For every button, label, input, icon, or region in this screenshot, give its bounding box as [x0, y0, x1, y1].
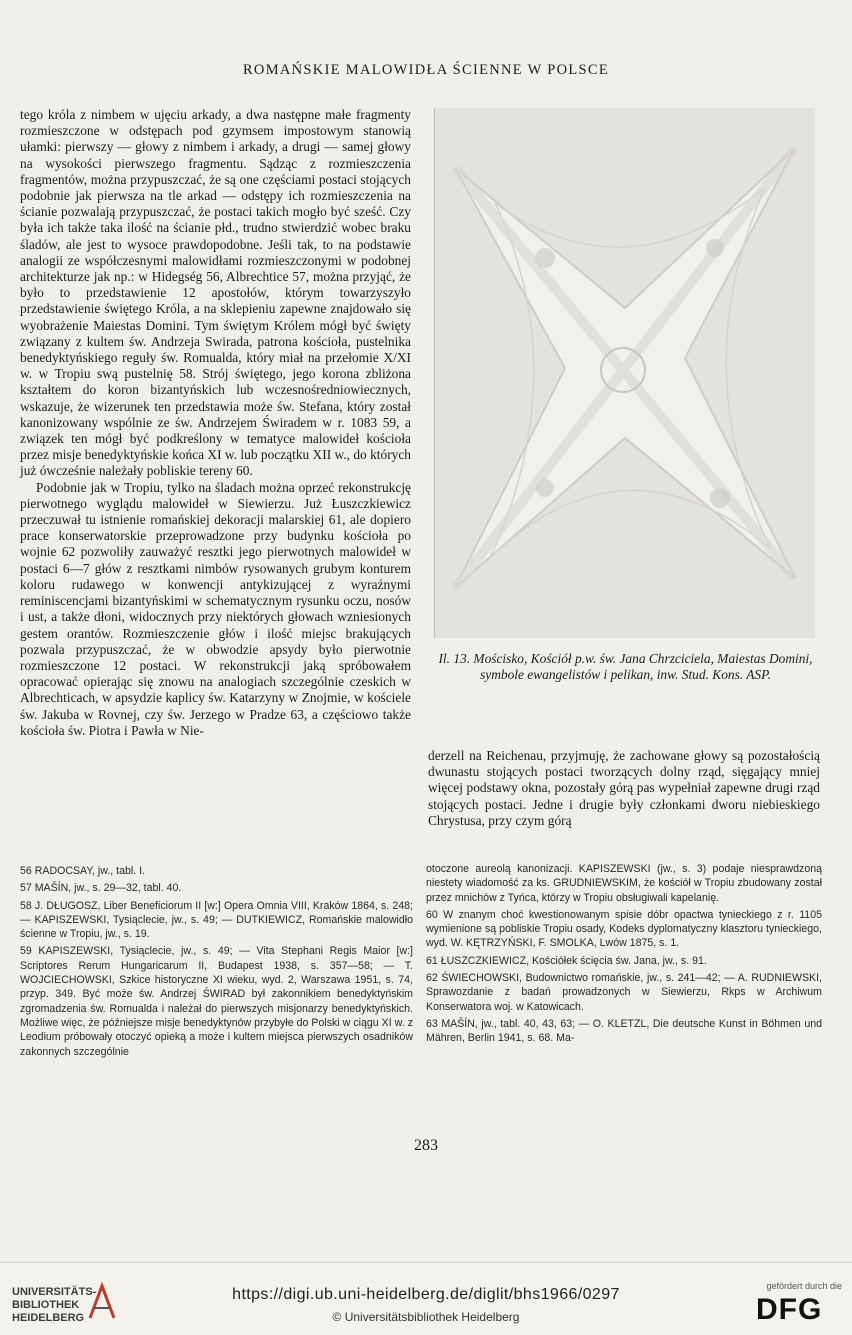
- funding-note: gefördert durch die: [766, 1281, 842, 1291]
- dfg-logo[interactable]: DFG: [756, 1293, 823, 1326]
- figure-caption: Il. 13. Mościsko, Kościół p.w. św. Jana Chrzciciela, Maiestas Domini, symbole ewangelistów i pelikan, inw. Stud. Kons. ASP.: [438, 651, 813, 682]
- figure-image-maiestas-domini: [434, 108, 815, 638]
- vault-painting-illustration: [435, 108, 815, 638]
- library-logo-line: HEIDELBERG: [12, 1312, 85, 1324]
- library-logo-line: UNIVERSITÄTS-: [12, 1286, 97, 1298]
- footnote: 61 ŁUSZCZKIEWICZ, Kościółek ścięcia św. Jana, jw., s. 91.: [426, 954, 707, 967]
- footnote: 57 MAŠÍN, jw., s. 29—32, tabl. 40.: [20, 882, 182, 895]
- running-title: ROMAŃSKIE MALOWIDŁA ŚCIENNE W POLSCE: [242, 62, 610, 78]
- footnotes-right: [426, 862, 822, 1049]
- page-number: 283: [414, 1137, 438, 1154]
- body-paragraph: derzell na Reichenau, przyjmuję, że zachowane głowy są pozostałością dwunastu stojących postaci tworzących dolny rząd, sięgający mniej więcej podstawy okna, pozostały górą pas wypełniał zapewne drugi rząd stojących postaci. Jedne i drugie były członkami dworu niebieskiego Chrystusa, przy czym górą: [428, 748, 820, 828]
- footnotes-left: [20, 864, 413, 1062]
- body-paragraph: Podobnie jak w Tropiu, tylko na śladach można oprzeć rekonstrukcję pierwotnego wyglądu malowideł w Siewierzu. Już Łuszczkiewicz przeczuwał tu istnienie romańskiej dekoracji malarskiej 61, ale dopiero prace konserwatorskie przeprowadzone przy budynku kościoła po wojnie 62 pozwoliły zauważyć resztki jego pierwotnych malowideł w postaci 6—7 głów z resztkami nimbów rysowanych grubym konturem koloru rudawego w konwencji antykizującej z wyraźnymi reminiscencjami bizantyńskimi w schematycznym rysunku oczu, nosów i ust, a także dłoni, widocznych przy niektórych głowach wzniesionych gestem orantów. Rozmieszczenie głów i ilość miejsc brakujących pozwala przypuszczać, że w obwodzie apsydy było pierwotnie rozmieszczone 12 postaci. W rekonstrukcji jaką spróbowałem opracować opierając się znowu na analogiach szczególnie czeskich w Albrechticach, w apsydzie kaplicy św. Katarzyny w Znojmie, w kościele św. Jakuba w Rovnej, czy św. Jerzego w Pradze 63, a częściowo także kościoła św. Piotra i Pawła w Nie-: [20, 479, 411, 738]
- footnote: 59 KAPISZEWSKI, Tysiąclecie, jw., s. 49; — Vita Stephani Regis Maior [w:] Scriptores Rerum Hungaricarum II, Budapest 1938, s. 357—58; — T. WOJCIECHOWSKI, Szkice historyczne XI wieku, wyd. 2, Warszawa 1951, s. 74, przyp. 349. Być może św. Andrzej ŚWIRAD był zakonnikiem benedyktyńskim zgromadzenia św. Romualda i należał do pierwszych misjonarzy benedyktyńskich. Możliwe więc, że późniejsze misje benedyktynów przybyłe do Polski w ciągu XI w. z Leodium próbowały otoczyć opieką a może i kultem miejsca pierwszych osadników zakonnych szczególnie: [20, 945, 413, 1058]
- body-column-right: [428, 748, 820, 829]
- footnote: 60 W znanym choć kwestionowanym spisie dóbr opactwa tynieckiego z r. 1105 wymienione są pobliskie Tropiu osady, Kodeks dyplomatyczny klasztoru tynieckiego, wyd. W. KĘTRZYŃSKI, F. SMOLKA, Lwów 1875, s. 1.: [426, 908, 822, 950]
- footnote: otoczone aureolą kanonizacji. KAPISZEWSKI (jw., s. 3) podaje niesprawdzoną niestety wiadomość za ks. GRUDNIEWSKIM, że kościół w Tropiu zbudowany został przez mnichów z Tyńca, którzy w Tropiu obsługiwali kapelanię.: [426, 863, 822, 904]
- permalink-url[interactable]: https://digi.ub.uni-heidelberg.de/diglit/bhs1966/0297: [232, 1286, 620, 1303]
- copyright-notice: © Universitätsbibliothek Heidelberg: [332, 1310, 520, 1324]
- footnote: 56 RADOCSAY, jw., tabl. I.: [20, 865, 146, 877]
- library-logo-line: BIBLIOTHEK: [12, 1299, 80, 1311]
- footnote: 58 J. DŁUGOSZ, Liber Beneficiorum II [w:] Opera Omnia VIII, Kraków 1864, s. 248; — KAPISZEWSKI, Tysiąclecie, jw., s. 49; — DUTKIEWICZ, Romańskie malowidło ścienne w Tropiu, jw., s. 19.: [20, 899, 413, 941]
- body-column-left: [20, 107, 411, 739]
- footnote: 62 ŚWIECHOWSKI, Budownictwo romańskie, jw., s. 241—42; — A. RUDNIEWSKI, Sprawozdanie z badań prowadzonych w Siewierzu, Rkps w Archiwum Konserwatora woj. w Katowicach.: [426, 972, 822, 1013]
- footnote: 63 MAŠÍN, jw., tabl. 40, 43, 63; — O. KLETZL, Die deutsche Kunst in Böhmen und Mähren, Berlin 1941, s. 68. Ma-: [426, 1017, 822, 1045]
- body-paragraph: tego króla z nimbem w ujęciu arkady, a dwa następne małe fragmenty rozmieszczone w odstępach pod gzymsem impostowym stanowią ułamki: pierwszy — głowy z nimbem i arkady, a drugi — samej głowy na wysokości pierwszego fragmentu. Sądząc z rozmieszczenia fragmentów, można przypuszczać, że są one częściami postaci stojących podobnie jak pierwsza na tle arkad — odstępy ich rozmieszczenia na ścianie pozwalają przypuszczać, że postaci takich mogło być sześć. Czy była ich także taka ilość na ścianie płd., trudno stwierdzić wobec braku śladów, ale jest to wysoce prawdopodobne. Jeśli tak, to na podstawie analogii ze współczesnymi malowidłami rozmieszczonymi w podobnej architekturze jak np.: w Hidegség 56, Albrechtice 57, można przyjąć, że było to przedstawienie 12 apostołów, którym towarzyszyło przedstawienie świętego Króla, a na sklepieniu zapewne znajdowało się wyobrażenie Maiestas Domini. Tym świętym Królem mógł być święty związany z kultem św. Andrzeja Swirada, patrona kościoła, pustelnika benedyktyńskiego reguły św. Romualda, który miał na przełomie X/XI w. w Tropiu swą pustelnię 58. Strój świętego, jego korona zbliżona kształtem do koron bizantyńskich lub wczesnośredniowiecznych, wskazuje, że wizerunek ten przedstawia może św. Stefana, który został kanonizowany wspólnie ze św. Andrzejem Świradem w r. 1083 59, a związek ten mógł być podkreślony w tematyce malowideł kościoła przez misje benedyktyńskie końca XI w. lub początku XII w., do których już ówcześnie należały pobliskie tereny 60.: [20, 107, 411, 479]
